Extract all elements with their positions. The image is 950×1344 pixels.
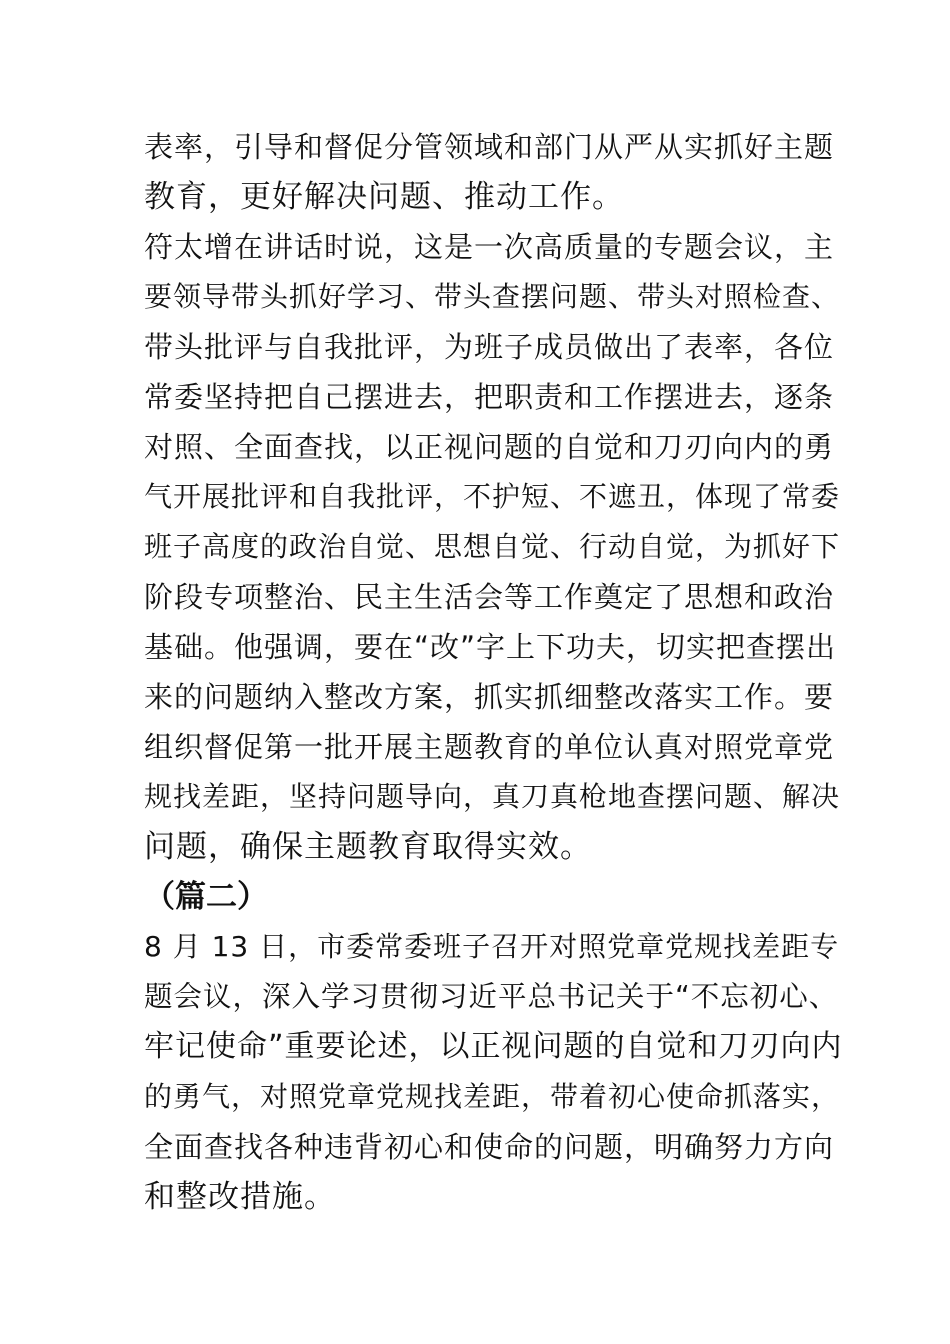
paragraph-2 bbox=[144, 222, 844, 872]
document-body bbox=[144, 122, 844, 1222]
paragraph-3-line: 牢记使命”重要论述，以正视问题的自觉和刀刃向内 bbox=[144, 1029, 843, 1064]
paragraph-2-line: 带头批评与自我批评，为班子成员做出了表率，各位 bbox=[144, 330, 835, 364]
paragraph-2-line: 班子高度的政治自觉、思想自觉、行动自觉，为抓好下 bbox=[144, 530, 841, 563]
paragraph-2-line: 问题，确保主题教育取得实效。 bbox=[144, 829, 592, 865]
paragraph-2-line: 来的问题纳入整改方案，抓实抓细整改落实工作。要 bbox=[144, 680, 835, 714]
paragraph-2-line: 基础。他强调，要在“改”字上下功夫，切实把查摆出 bbox=[144, 630, 837, 664]
paragraph-3 bbox=[144, 922, 844, 1222]
section-heading: （篇二） bbox=[144, 879, 268, 915]
paragraph-3-line: 和整改措施。 bbox=[144, 1179, 336, 1215]
paragraph-2-line: 对照、全面查找，以正视问题的自觉和刀刃向内的勇 bbox=[144, 430, 835, 464]
paragraph-2-line: 常委坚持把自己摆进去，把职责和工作摆进去，逐条 bbox=[144, 380, 835, 414]
paragraph-2-line: 规找差距，坚持问题导向，真刀真枪地查摆问题、解决 bbox=[144, 780, 841, 813]
paragraph-3-line: 题会议，深入学习贯彻习近平总书记关于“不忘初心、 bbox=[144, 980, 839, 1013]
paragraph-1-line: 教育，更好解决问题、推动工作。 bbox=[144, 179, 624, 215]
paragraph-1-line: 表率，引导和督促分管领域和部门从严从实抓好主题 bbox=[144, 130, 835, 164]
paragraph-2-line: 阶段专项整治、民主生活会等工作奠定了思想和政治 bbox=[144, 580, 835, 614]
paragraph-2-line: 组织督促第一批开展主题教育的单位认真对照党章党 bbox=[144, 730, 835, 764]
paragraph-3-line: 全面查找各种违背初心和使命的问题，明确努力方向 bbox=[144, 1130, 835, 1164]
paragraph-1 bbox=[144, 122, 844, 222]
paragraph-2-line: 气开展批评和自我批评，不护短、不遮丑，体现了常委 bbox=[144, 480, 841, 513]
paragraph-2-line: 符太增在讲话时说，这是一次高质量的专题会议，主 bbox=[144, 230, 835, 264]
paragraph-3-line: 的勇气，对照党章党规找差距，带着初心使命抓落实， bbox=[144, 1080, 841, 1113]
paragraph-3-line: 8 月 13 日，市委常委班子召开对照党章党规找差距专 bbox=[144, 930, 840, 963]
paragraph-2-line: 要领导带头抓好学习、带头查摆问题、带头对照检查、 bbox=[144, 280, 841, 313]
